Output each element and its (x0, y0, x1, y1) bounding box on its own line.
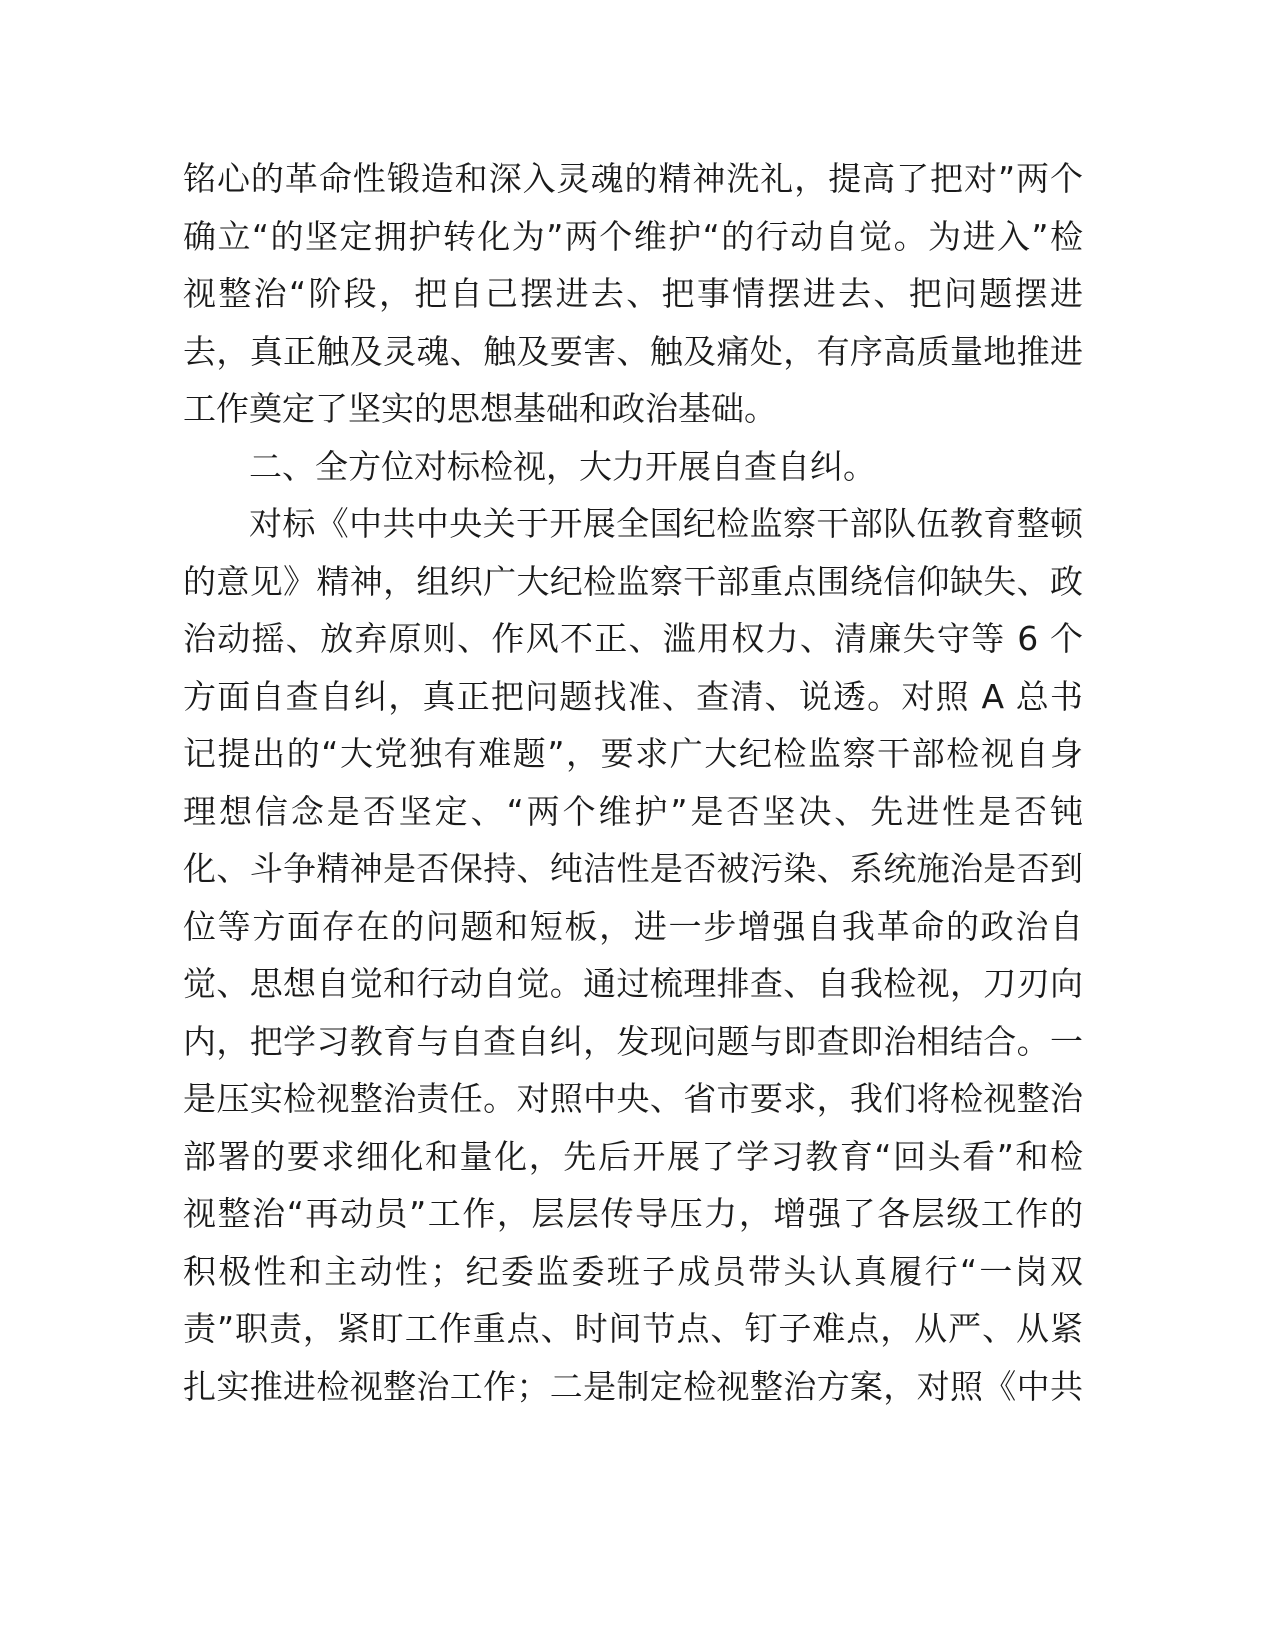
text-line: 扎实推进检视整治工作；二是制定检视整治方案，对照《中共 (183, 1366, 1083, 1406)
text-line: 责”职责，紧盯工作重点、时间节点、钉子难点，从严、从紧 (183, 1309, 1083, 1348)
text-line: 化、斗争精神是否保持、纯洁性是否被污染、系统施治是否到 (183, 849, 1083, 888)
text-line: 治动摇、放弃原则、作风不正、滥用权力、清廉失守等 6 个 (183, 619, 1083, 658)
document-body (183, 150, 1083, 1415)
text-line: 位等方面存在的问题和短板，进一步增强自我革命的政治自 (183, 906, 1083, 946)
text-line: 内，把学习教育与自查自纠，发现问题与即查即治相结合。一 (183, 1021, 1083, 1061)
text-line: 视整治“阶段，把自己摆进去、把事情摆进去、把问题摆进 (183, 274, 1083, 313)
text-line: 铭心的革命性锻造和深入灵魂的精神洗礼，提高了把对”两个 (183, 159, 1083, 198)
paragraph-1 (183, 150, 1083, 438)
text-line: 是压实检视整治责任。对照中央、省市要求，我们将检视整治 (183, 1079, 1083, 1118)
text-line: 工作奠定了坚实的思想基础和政治基础。 (183, 389, 777, 428)
text-line: 记提出的“大党独有难题”，要求广大纪检监察干部检视自身 (183, 734, 1083, 773)
text-line: 对标《中共中央关于开展全国纪检监察干部队伍教育整顿 (249, 504, 1083, 543)
paragraph-3 (183, 495, 1083, 1415)
text-line: 部署的要求细化和量化，先后开展了学习教育“回头看”和检 (183, 1136, 1083, 1176)
text-line: 方面自查自纠，真正把问题找准、查清、说透。对照 A 总书 (183, 676, 1083, 716)
text-line: 理想信念是否坚定、“两个维护”是否坚决、先进性是否钝 (183, 791, 1083, 831)
text-line: 觉、思想自觉和行动自觉。通过梳理排查、自我检视，刀刃向 (183, 964, 1083, 1003)
text-line: 确立“的坚定拥护转化为”两个维护“的行动自觉。为进入”检 (183, 216, 1083, 256)
text-line: 去，真正触及灵魂、触及要害、触及痛处，有序高质量地推进 (183, 331, 1083, 371)
text-line: 积极性和主动性；纪委监委班子成员带头认真履行“一岗双 (183, 1251, 1083, 1291)
text-line: 的意见》精神，组织广大纪检监察干部重点围绕信仰缺失、政 (183, 561, 1083, 601)
heading-text: 二、全方位对标检视，大力开展自查自纠。 (249, 446, 876, 486)
section-heading-2 (183, 438, 1083, 496)
text-line: 视整治“再动员”工作，层层传导压力，增强了各层级工作的 (183, 1194, 1083, 1233)
